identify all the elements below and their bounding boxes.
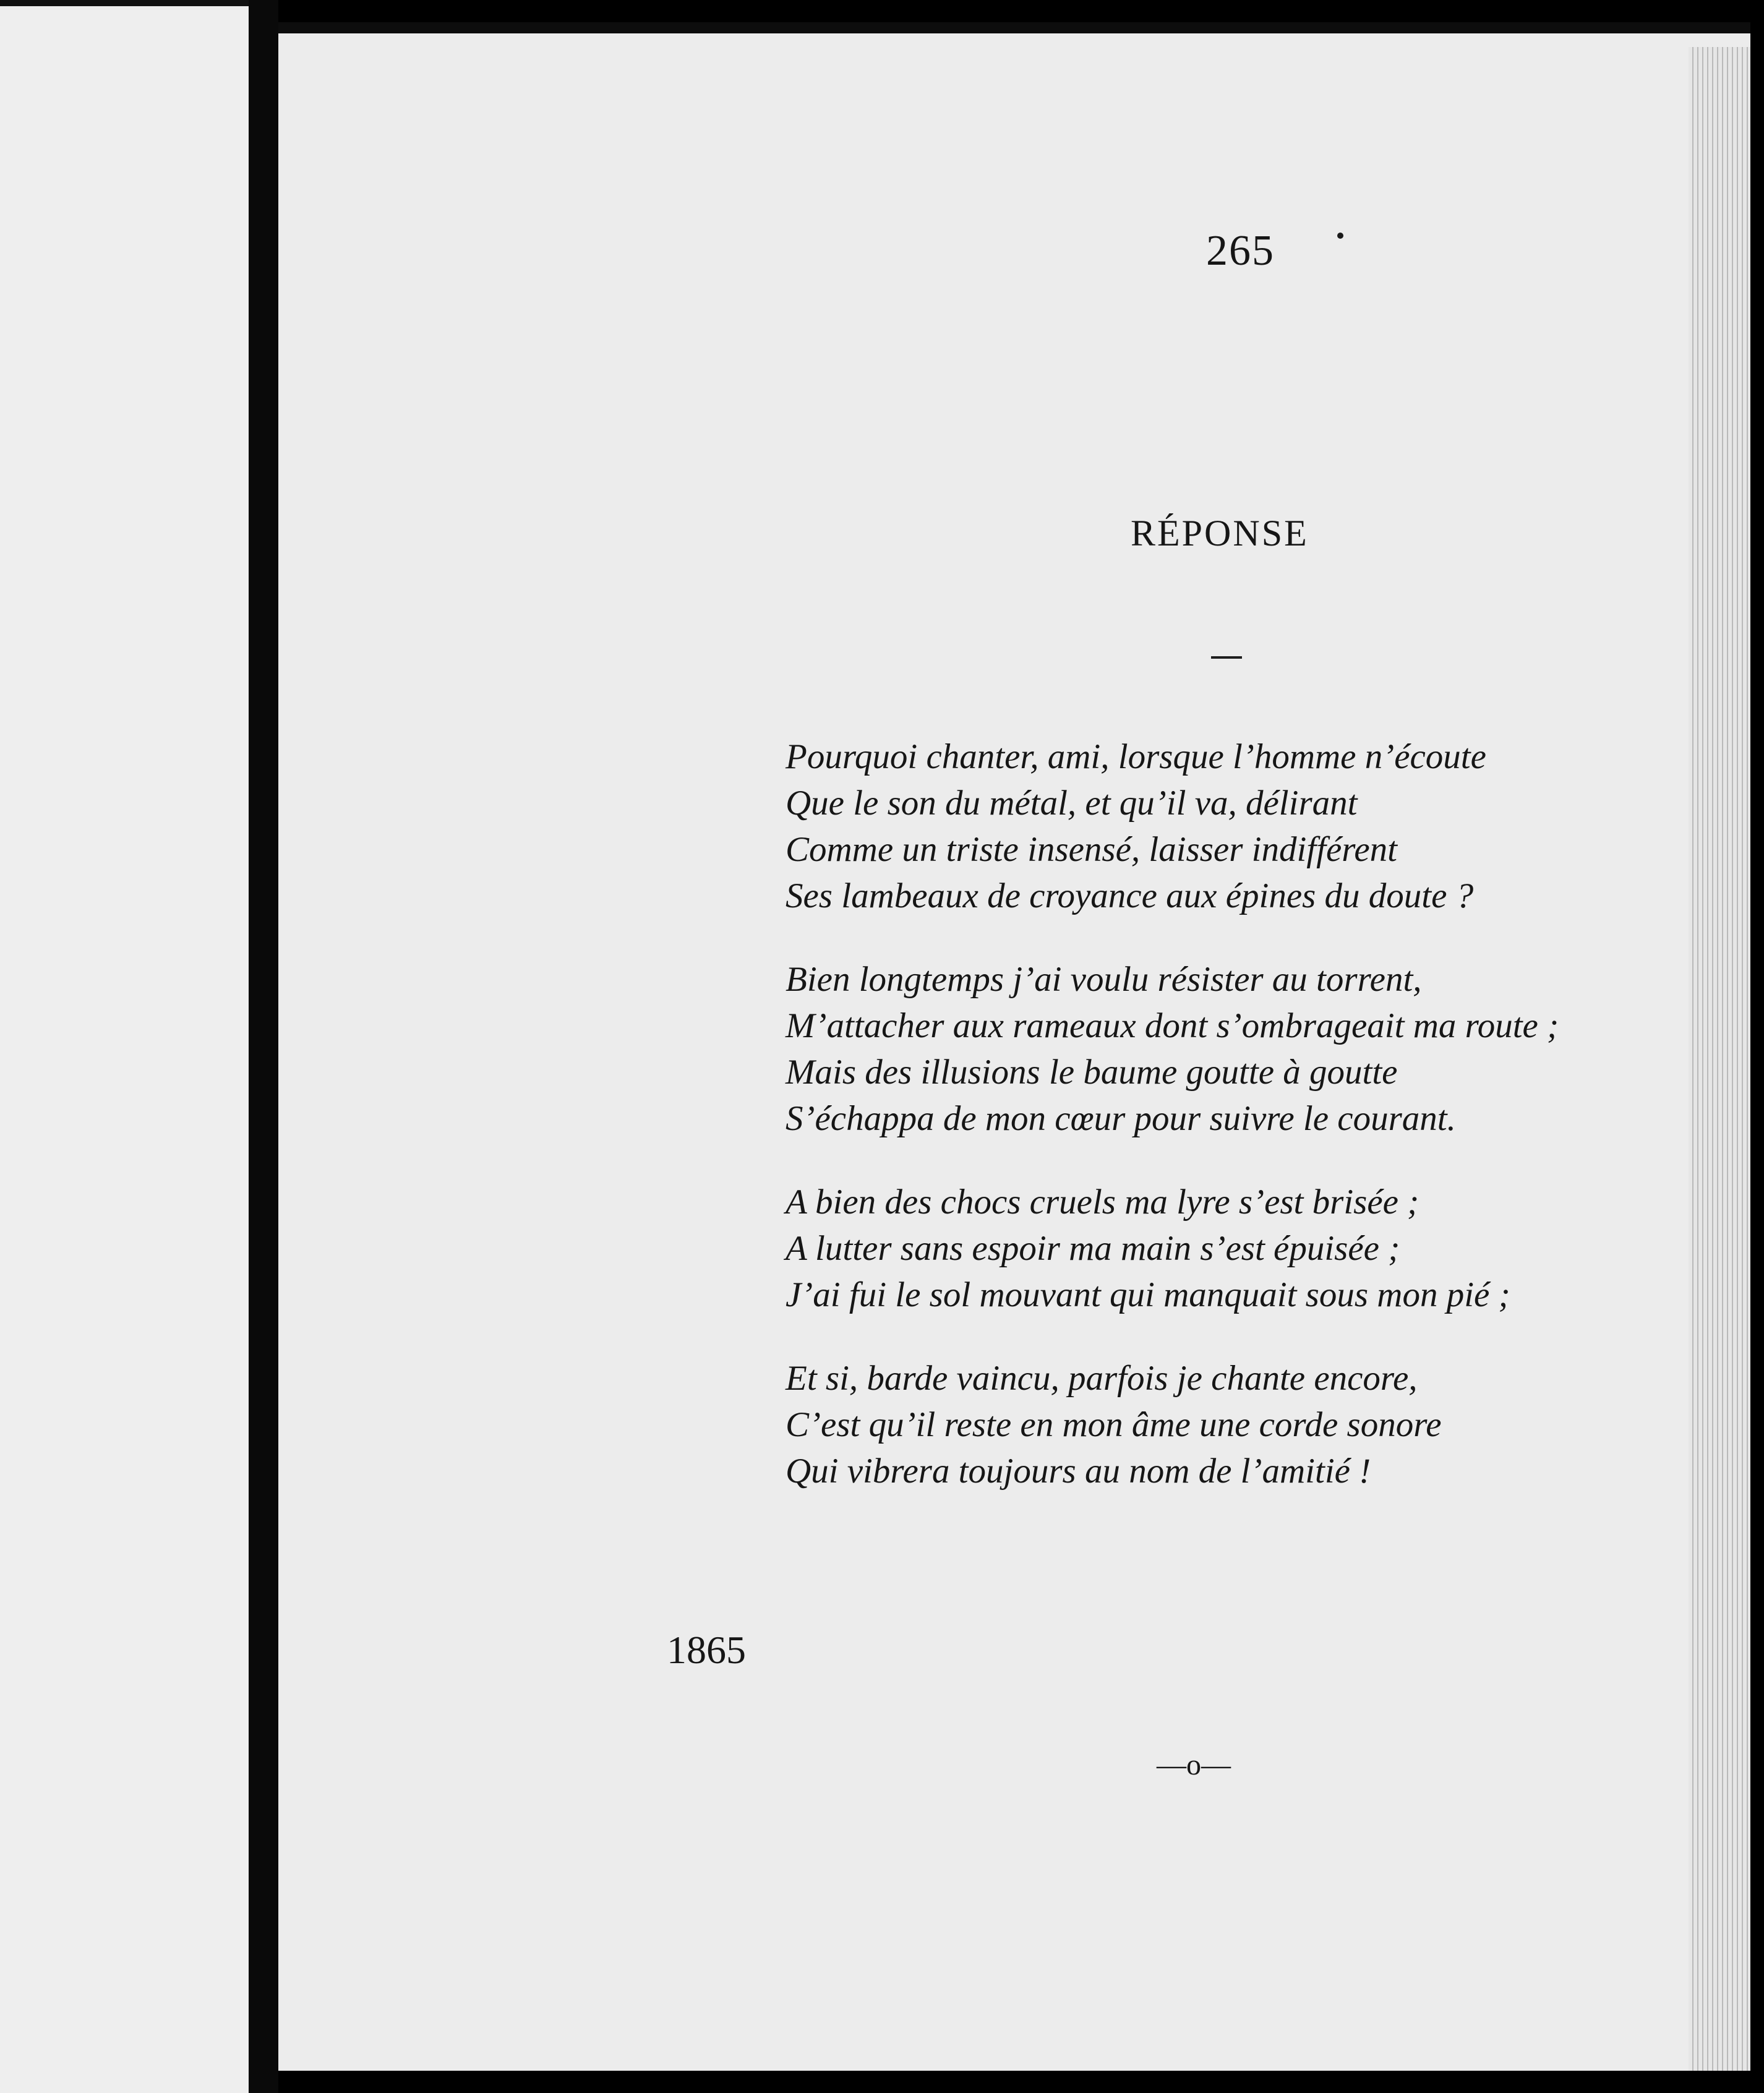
verse-line: S’échappa de mon cœur pour suivre le courant. xyxy=(786,1099,1456,1138)
page-edge-shadow xyxy=(0,0,249,6)
verse-line: Pourquoi chanter, ami, lorsque l’homme n’écoute xyxy=(786,737,1486,776)
stanza-2 xyxy=(786,956,1559,1142)
ink-speck xyxy=(1337,233,1343,239)
verse-line: J’ai fui le sol mouvant qui manquait sous mon pié ; xyxy=(786,1275,1510,1314)
verse-line: Et si, barde vaincu, parfois je chante encore, xyxy=(786,1359,1418,1398)
book-page xyxy=(278,22,1750,2071)
page-number: 265 xyxy=(1206,227,1275,275)
title-rule xyxy=(1211,656,1242,659)
poem-body xyxy=(786,734,1559,1531)
page-top-edge xyxy=(278,22,1750,33)
verse-line: A bien des chocs cruels ma lyre s’est brisée ; xyxy=(786,1183,1419,1222)
verse-line: M’attacher aux rameaux dont s’ombrageait ma route ; xyxy=(786,1006,1559,1045)
stanza-1 xyxy=(786,734,1559,919)
page-edges xyxy=(1689,47,1750,2071)
end-ornament: —o— xyxy=(1157,1748,1231,1781)
stanza-4 xyxy=(786,1355,1559,1494)
facing-page xyxy=(0,0,249,2093)
verse-line: Ses lambeaux de croyance aux épines du doute ? xyxy=(786,876,1474,915)
verse-line: A lutter sans espoir ma main s’est épuisée ; xyxy=(786,1229,1400,1268)
poem-title: RÉPONSE xyxy=(1131,513,1309,554)
verse-line: Qui vibrera toujours au nom de l’amitié ! xyxy=(786,1452,1371,1491)
poem-date: 1865 xyxy=(667,1628,746,1672)
verse-line: Comme un triste insensé, laisser indifférent xyxy=(786,830,1397,869)
book-gutter xyxy=(249,0,278,2093)
verse-line: Que le son du métal, et qu’il va, délirant xyxy=(786,784,1358,823)
stanza-3 xyxy=(786,1179,1559,1318)
verse-line: Bien longtemps j’ai voulu résister au torrent, xyxy=(786,960,1422,999)
verse-line: Mais des illusions le baume goutte à goutte xyxy=(786,1053,1398,1092)
verse-line: C’est qu’il reste en mon âme une corde sonore xyxy=(786,1405,1442,1444)
